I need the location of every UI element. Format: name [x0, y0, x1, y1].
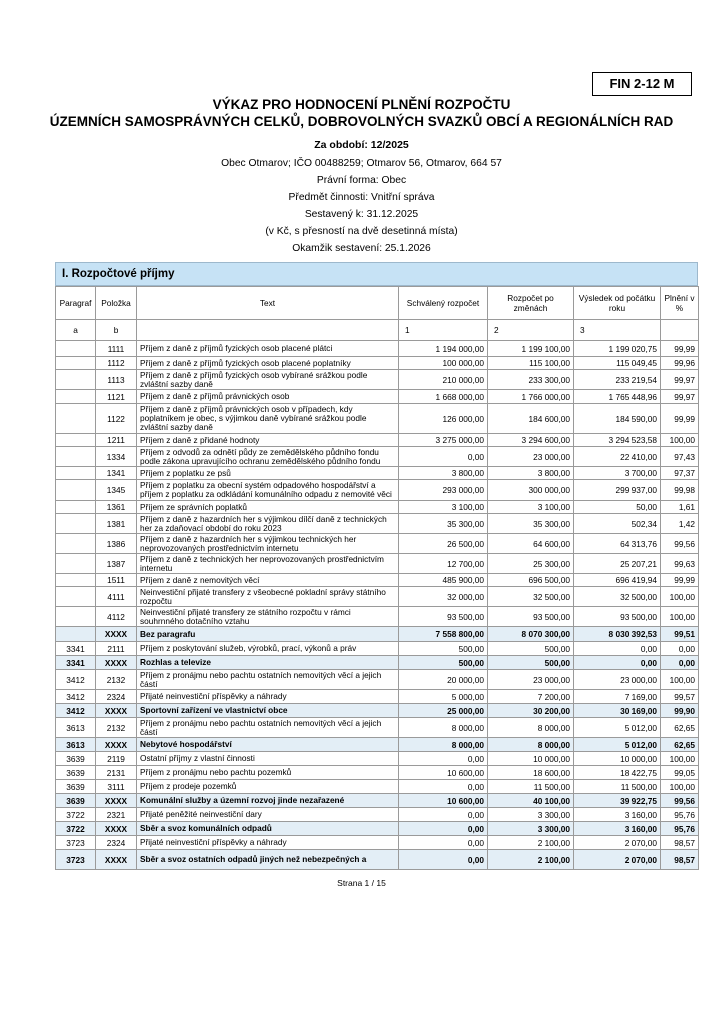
cell-percent: 99,97	[661, 370, 699, 390]
cell-amended: 10 000,00	[488, 752, 574, 766]
cell-result: 3 294 523,58	[574, 434, 661, 447]
cell-approved: 26 500,00	[399, 534, 488, 554]
cell-text: Příjem z pronájmu nebo pachtu ostatních nemovitých věcí a jejich částí	[137, 718, 399, 738]
col-index: 1	[399, 320, 488, 341]
cell-amended: 18 600,00	[488, 766, 574, 780]
cell-percent: 95,76	[661, 822, 699, 836]
cell-result: 299 937,00	[574, 480, 661, 501]
col-index	[137, 320, 399, 341]
cell-result: 5 012,00	[574, 738, 661, 752]
cell-polozka: 1122	[96, 404, 137, 434]
table-row	[56, 607, 699, 627]
cell-approved: 3 275 000,00	[399, 434, 488, 447]
cell-approved: 32 000,00	[399, 587, 488, 607]
cell-approved: 100 000,00	[399, 357, 488, 370]
cell-amended: 3 300,00	[488, 808, 574, 822]
cell-result: 0,00	[574, 656, 661, 670]
cell-percent: 99,99	[661, 341, 699, 357]
cell-approved: 485 900,00	[399, 574, 488, 587]
cell-polozka: 2324	[96, 836, 137, 850]
cell-approved: 500,00	[399, 642, 488, 656]
cell-approved: 10 600,00	[399, 766, 488, 780]
cell-approved: 1 194 000,00	[399, 341, 488, 357]
table-row	[56, 690, 699, 704]
cell-percent: 98,57	[661, 850, 699, 870]
cell-approved: 0,00	[399, 808, 488, 822]
cell-paragraf: 3639	[56, 780, 96, 794]
table-subtotal-row	[56, 738, 699, 752]
cell-approved: 293 000,00	[399, 480, 488, 501]
cell-percent: 1,42	[661, 514, 699, 534]
cell-polozka: XXXX	[96, 738, 137, 752]
cell-polozka: 1121	[96, 390, 137, 404]
cell-paragraf	[56, 467, 96, 480]
cell-amended: 11 500,00	[488, 780, 574, 794]
col-header-amended: Rozpočet po změnách	[488, 287, 574, 320]
table-row	[56, 467, 699, 480]
cell-amended: 500,00	[488, 642, 574, 656]
cell-result: 10 000,00	[574, 752, 661, 766]
col-index	[661, 320, 699, 341]
cell-paragraf	[56, 554, 96, 574]
cell-polozka: XXXX	[96, 627, 137, 642]
cell-approved: 210 000,00	[399, 370, 488, 390]
cell-percent: 99,90	[661, 704, 699, 718]
cell-amended: 3 100,00	[488, 501, 574, 514]
cell-text: Příjem ze správních poplatků	[137, 501, 399, 514]
cell-result: 696 419,94	[574, 574, 661, 587]
cell-paragraf: 3341	[56, 656, 96, 670]
cell-result: 93 500,00	[574, 607, 661, 627]
cell-text: Příjem z daně z příjmů fyzických osob placené poplatníky	[137, 357, 399, 370]
cell-text: Příjem z daně z příjmů fyzických osob vybírané srážkou podle zvláštní sazby daně	[137, 370, 399, 390]
cell-result: 233 219,54	[574, 370, 661, 390]
cell-amended: 64 600,00	[488, 534, 574, 554]
table-row	[56, 642, 699, 656]
cell-amended: 40 100,00	[488, 794, 574, 808]
cell-result: 115 049,45	[574, 357, 661, 370]
cell-percent: 100,00	[661, 670, 699, 690]
cell-approved: 0,00	[399, 850, 488, 870]
cell-percent: 99,56	[661, 794, 699, 808]
cell-approved: 93 500,00	[399, 607, 488, 627]
cell-paragraf: 3723	[56, 850, 96, 870]
cell-polozka: XXXX	[96, 656, 137, 670]
cell-amended: 115 100,00	[488, 357, 574, 370]
table-body	[56, 341, 699, 870]
cell-result: 11 500,00	[574, 780, 661, 794]
cell-result: 2 070,00	[574, 850, 661, 870]
cell-text: Neinvestiční přijaté transfery ze státního rozpočtu v rámci souhrnného dotačního vztahu	[137, 607, 399, 627]
cell-percent: 100,00	[661, 587, 699, 607]
cell-paragraf: 3723	[56, 836, 96, 850]
cell-paragraf	[56, 607, 96, 627]
cell-text: Bez paragrafu	[137, 627, 399, 642]
cell-amended: 35 300,00	[488, 514, 574, 534]
report-period: Za období: 12/2025	[314, 139, 409, 151]
col-index: b	[96, 320, 137, 341]
cell-text: Příjem z prodeje pozemků	[137, 780, 399, 794]
col-header-text: Text	[137, 287, 399, 320]
cell-polozka: 1345	[96, 480, 137, 501]
cell-result: 18 422,75	[574, 766, 661, 780]
cell-approved: 20 000,00	[399, 670, 488, 690]
cell-approved: 12 700,00	[399, 554, 488, 574]
table-row	[56, 447, 699, 467]
table-subtotal-row	[56, 656, 699, 670]
cell-result: 184 590,00	[574, 404, 661, 434]
cell-result: 32 500,00	[574, 587, 661, 607]
cell-polozka: 3111	[96, 780, 137, 794]
cell-amended: 3 800,00	[488, 467, 574, 480]
cell-polozka: XXXX	[96, 822, 137, 836]
cell-text: Příjem z daně z příjmů fyzických osob placené plátci	[137, 341, 399, 357]
cell-result: 7 169,00	[574, 690, 661, 704]
table-row	[56, 341, 699, 357]
cell-paragraf	[56, 390, 96, 404]
cell-polozka: 1112	[96, 357, 137, 370]
cell-polozka: 2131	[96, 766, 137, 780]
cell-percent: 62,65	[661, 738, 699, 752]
cell-text: Příjem z poplatku ze psů	[137, 467, 399, 480]
cell-polozka: 1386	[96, 534, 137, 554]
cell-amended: 30 200,00	[488, 704, 574, 718]
cell-approved: 25 000,00	[399, 704, 488, 718]
cell-paragraf: 3412	[56, 690, 96, 704]
cell-percent: 0,00	[661, 642, 699, 656]
entity-header	[0, 155, 723, 258]
cell-paragraf: 3613	[56, 738, 96, 752]
cell-paragraf	[56, 434, 96, 447]
cell-paragraf: 3722	[56, 822, 96, 836]
cell-text: Přijaté neinvestiční příspěvky a náhrady	[137, 690, 399, 704]
cell-amended: 8 000,00	[488, 718, 574, 738]
cell-text: Příjem z daně z technických her neprovozovaných prostřednictvím internetu	[137, 554, 399, 574]
cell-amended: 2 100,00	[488, 850, 574, 870]
cell-result: 30 169,00	[574, 704, 661, 718]
cell-result: 1 765 448,96	[574, 390, 661, 404]
cell-percent: 99,57	[661, 690, 699, 704]
cell-paragraf: 3613	[56, 718, 96, 738]
cell-text: Přijaté neinvestiční příspěvky a náhrady	[137, 836, 399, 850]
cell-percent: 100,00	[661, 607, 699, 627]
col-header-polozka: Položka	[96, 287, 137, 320]
cell-text: Přijaté peněžité neinvestiční dary	[137, 808, 399, 822]
table-row	[56, 808, 699, 822]
cell-polozka: 4112	[96, 607, 137, 627]
cell-text: Sběr a svoz ostatních odpadů jiných než nebezpečných a	[137, 850, 399, 870]
cell-amended: 3 300,00	[488, 822, 574, 836]
cell-result: 64 313,76	[574, 534, 661, 554]
cell-paragraf	[56, 370, 96, 390]
cell-percent: 99,99	[661, 574, 699, 587]
cell-result: 0,00	[574, 642, 661, 656]
cell-percent: 100,00	[661, 780, 699, 794]
cell-percent: 1,61	[661, 501, 699, 514]
table-subtotal-row	[56, 627, 699, 642]
cell-result: 502,34	[574, 514, 661, 534]
legal-form: Právní forma: Obec	[316, 175, 407, 187]
table-row	[56, 534, 699, 554]
cell-result: 8 030 392,53	[574, 627, 661, 642]
cell-percent: 99,99	[661, 404, 699, 434]
cell-paragraf	[56, 447, 96, 467]
table-subtotal-row	[56, 704, 699, 718]
cell-paragraf	[56, 534, 96, 554]
table-row	[56, 836, 699, 850]
cell-polozka: XXXX	[96, 850, 137, 870]
cell-approved: 35 300,00	[399, 514, 488, 534]
cell-text: Příjem z daně z nemovitých věcí	[137, 574, 399, 587]
cell-amended: 184 600,00	[488, 404, 574, 434]
table-row	[56, 670, 699, 690]
cell-result: 25 207,21	[574, 554, 661, 574]
cell-percent: 99,63	[661, 554, 699, 574]
form-code: FIN 2-12 M	[592, 72, 692, 96]
cell-percent: 97,37	[661, 467, 699, 480]
cell-paragraf	[56, 587, 96, 607]
cell-result: 1 199 020,75	[574, 341, 661, 357]
cell-polozka: 2132	[96, 670, 137, 690]
entity-identification: Obec Otmarov; IČO 00488259; Otmarov 56, Otmarov, 664 57	[221, 158, 502, 169]
report-title: VÝKAZ PRO HODNOCENÍ PLNĚNÍ ROZPOČTU	[212, 97, 511, 112]
cell-result: 23 000,00	[574, 670, 661, 690]
cell-approved: 8 000,00	[399, 718, 488, 738]
page-number: Strana 1 / 15	[337, 878, 386, 888]
cell-paragraf	[56, 357, 96, 370]
cell-polozka: 1113	[96, 370, 137, 390]
col-header-paragraf: Paragraf	[56, 287, 96, 320]
col-index: a	[56, 320, 96, 341]
cell-text: Nebytové hospodářství	[137, 738, 399, 752]
table-subtotal-row	[56, 822, 699, 836]
cell-percent: 99,56	[661, 534, 699, 554]
cell-amended: 25 300,00	[488, 554, 574, 574]
cell-approved: 0,00	[399, 447, 488, 467]
cell-percent: 99,96	[661, 357, 699, 370]
table-row	[56, 554, 699, 574]
cell-percent: 99,51	[661, 627, 699, 642]
cell-approved: 0,00	[399, 836, 488, 850]
cell-text: Příjem z daně z hazardních her s výjimkou dílčí daně z technických her za zdaňovací období do roku 2023	[137, 514, 399, 534]
cell-percent: 99,97	[661, 390, 699, 404]
col-index: 2	[488, 320, 574, 341]
table-row	[56, 766, 699, 780]
cell-percent: 98,57	[661, 836, 699, 850]
cell-result: 2 070,00	[574, 836, 661, 850]
cell-text: Příjem z pronájmu nebo pachtu ostatních nemovitých věcí a jejich částí	[137, 670, 399, 690]
col-index: 3	[574, 320, 661, 341]
cell-amended: 23 000,00	[488, 447, 574, 467]
cell-approved: 5 000,00	[399, 690, 488, 704]
cell-amended: 1 766 000,00	[488, 390, 574, 404]
cell-approved: 500,00	[399, 656, 488, 670]
col-header-percent: Plnění v %	[661, 287, 699, 320]
cell-percent: 62,65	[661, 718, 699, 738]
cell-percent: 97,43	[661, 447, 699, 467]
cell-polozka: 1511	[96, 574, 137, 587]
activity: Předmět činnosti: Vnitřní správa	[288, 192, 435, 204]
cell-amended: 696 500,00	[488, 574, 574, 587]
cell-polozka: 1361	[96, 501, 137, 514]
cell-approved: 8 000,00	[399, 738, 488, 752]
cell-polozka: 1334	[96, 447, 137, 467]
cell-percent: 95,76	[661, 808, 699, 822]
cell-paragraf	[56, 627, 96, 642]
cell-result: 39 922,75	[574, 794, 661, 808]
table-row	[56, 434, 699, 447]
cell-amended: 1 199 100,00	[488, 341, 574, 357]
column-index-row	[56, 320, 699, 341]
cell-percent: 99,98	[661, 480, 699, 501]
cell-result: 3 160,00	[574, 822, 661, 836]
cell-polozka: 1211	[96, 434, 137, 447]
cell-paragraf	[56, 501, 96, 514]
cell-approved: 3 100,00	[399, 501, 488, 514]
cell-percent: 99,05	[661, 766, 699, 780]
table-row	[56, 357, 699, 370]
table-row	[56, 574, 699, 587]
cell-text: Sportovní zařízení ve vlastnictví obce	[137, 704, 399, 718]
table-row	[56, 480, 699, 501]
table-header-row	[56, 287, 699, 320]
cell-amended: 8 070 300,00	[488, 627, 574, 642]
cell-amended: 3 294 600,00	[488, 434, 574, 447]
cell-amended: 300 000,00	[488, 480, 574, 501]
col-header-result: Výsledek od počátku roku	[574, 287, 661, 320]
cell-amended: 32 500,00	[488, 587, 574, 607]
section-title: I. Rozpočtové příjmy	[55, 262, 698, 286]
cell-result: 22 410,00	[574, 447, 661, 467]
cell-amended: 23 000,00	[488, 670, 574, 690]
cell-approved: 0,00	[399, 752, 488, 766]
cell-percent: 100,00	[661, 434, 699, 447]
cell-approved: 0,00	[399, 780, 488, 794]
col-header-approved: Schválený rozpočet	[399, 287, 488, 320]
table-row	[56, 752, 699, 766]
cell-text: Příjem z daně z přidané hodnoty	[137, 434, 399, 447]
cell-amended: 500,00	[488, 656, 574, 670]
cell-paragraf	[56, 404, 96, 434]
table-row	[56, 390, 699, 404]
cell-polozka: 2321	[96, 808, 137, 822]
cell-polozka: 1111	[96, 341, 137, 357]
cell-percent: 100,00	[661, 752, 699, 766]
table-row	[56, 587, 699, 607]
cell-text: Příjem z daně z příjmů právnických osob v případech, kdy poplatníkem je obec, s výjimkou daně vybírané srážkou podle zvláštní sazby daně	[137, 404, 399, 434]
cell-amended: 2 100,00	[488, 836, 574, 850]
compiled-moment: Okamžik sestavení: 25.1.2026	[292, 243, 431, 255]
cell-paragraf: 3341	[56, 642, 96, 656]
cell-polozka: 1381	[96, 514, 137, 534]
cell-amended: 7 200,00	[488, 690, 574, 704]
cell-paragraf	[56, 480, 96, 501]
cell-paragraf: 3639	[56, 766, 96, 780]
table-row	[56, 501, 699, 514]
cell-approved: 0,00	[399, 822, 488, 836]
cell-polozka: 2132	[96, 718, 137, 738]
cell-text: Příjem z daně z hazardních her s výjimkou technických her neprovozovaných prostřednictvím internetu	[137, 534, 399, 554]
cell-polozka: XXXX	[96, 794, 137, 808]
cell-approved: 3 800,00	[399, 467, 488, 480]
cell-text: Rozhlas a televize	[137, 656, 399, 670]
cell-polozka: 1387	[96, 554, 137, 574]
cell-approved: 10 600,00	[399, 794, 488, 808]
cell-amended: 93 500,00	[488, 607, 574, 627]
table-subtotal-row	[56, 850, 699, 870]
table-row	[56, 514, 699, 534]
cell-paragraf	[56, 514, 96, 534]
cell-result: 50,00	[574, 501, 661, 514]
cell-text: Ostatní příjmy z vlastní činnosti	[137, 752, 399, 766]
cell-polozka: 2119	[96, 752, 137, 766]
cell-paragraf: 3412	[56, 670, 96, 690]
cell-paragraf: 3639	[56, 752, 96, 766]
cell-polozka: 2324	[96, 690, 137, 704]
cell-text: Příjem z daně z příjmů právnických osob	[137, 390, 399, 404]
table-row	[56, 718, 699, 738]
cell-result: 5 012,00	[574, 718, 661, 738]
cell-polozka: XXXX	[96, 704, 137, 718]
cell-approved: 126 000,00	[399, 404, 488, 434]
table-subtotal-row	[56, 794, 699, 808]
cell-paragraf: 3639	[56, 794, 96, 808]
table-row	[56, 780, 699, 794]
cell-amended: 233 300,00	[488, 370, 574, 390]
cell-text: Příjem z pronájmu nebo pachtu pozemků	[137, 766, 399, 780]
cell-percent: 0,00	[661, 656, 699, 670]
cell-polozka: 4111	[96, 587, 137, 607]
cell-text: Komunální služby a územní rozvoj jinde nezařazené	[137, 794, 399, 808]
table-row	[56, 404, 699, 434]
cell-text: Příjem z poplatku za obecní systém odpadového hospodářství a příjem z poplatku za odkládání komunálního odpadu z nemovité věci	[137, 480, 399, 501]
cell-paragraf	[56, 574, 96, 587]
report-subtitle: ÚZEMNÍCH SAMOSPRÁVNÝCH CELKŮ, DOBROVOLNÝCH SVAZKŮ OBCÍ A REGIONÁLNÍCH RAD	[49, 114, 674, 129]
cell-result: 3 700,00	[574, 467, 661, 480]
cell-text: Neinvestiční přijaté transfery z všeobecné pokladní správy státního rozpočtu	[137, 587, 399, 607]
cell-paragraf: 3722	[56, 808, 96, 822]
cell-polozka: 2111	[96, 642, 137, 656]
cell-text: Příjem z odvodů za odnětí půdy ze zemědělského půdního fondu podle zákona upravujícího ochranu zemědělského půdního fondu	[137, 447, 399, 467]
cell-amended: 8 000,00	[488, 738, 574, 752]
cell-approved: 1 668 000,00	[399, 390, 488, 404]
cell-paragraf: 3412	[56, 704, 96, 718]
cell-text: Sběr a svoz komunálních odpadů	[137, 822, 399, 836]
cell-paragraf	[56, 341, 96, 357]
cell-text: Příjem z poskytování služeb, výrobků, prací, výkonů a práv	[137, 642, 399, 656]
revenue-table	[55, 286, 699, 870]
cell-approved: 7 558 800,00	[399, 627, 488, 642]
cell-result: 3 160,00	[574, 808, 661, 822]
currency-note: (v Kč, s přesností na dvě desetinná místa)	[265, 226, 458, 238]
compiled-date: Sestavený k: 31.12.2025	[304, 209, 419, 221]
cell-polozka: 1341	[96, 467, 137, 480]
table-row	[56, 370, 699, 390]
